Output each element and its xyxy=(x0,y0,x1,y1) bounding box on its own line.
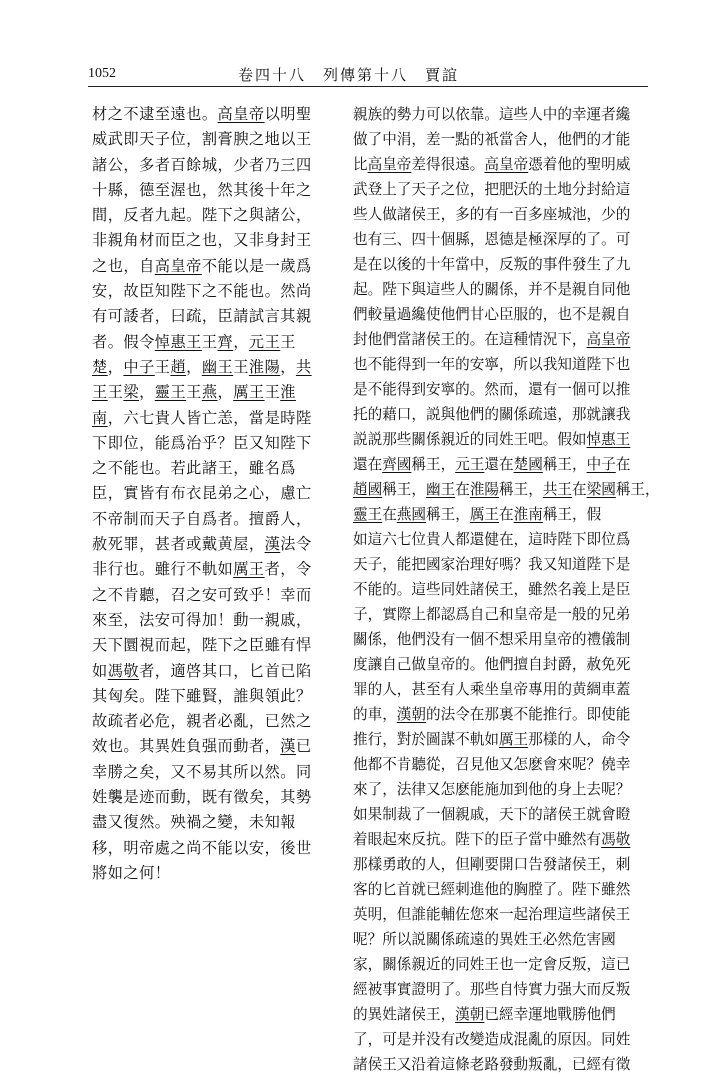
translation-line xyxy=(353,452,645,477)
classical-line xyxy=(92,431,324,456)
translation-line xyxy=(353,627,645,652)
proper-noun: 趙國 xyxy=(353,481,383,498)
text-segment: 在 xyxy=(499,506,514,523)
translation-line xyxy=(353,552,645,577)
text-segment: 稱王， xyxy=(615,481,660,498)
text-segment: 來了，法律又怎麽能施加到他的身上去呢？ xyxy=(353,781,631,798)
text-segment: 稱王， xyxy=(426,506,470,523)
text-segment: 他都不肯聽從，召見他又怎麽會來呢？僥幸 xyxy=(353,756,631,773)
proper-noun: 厲王 xyxy=(469,506,500,523)
text-segment: 武登上了天子之位，把肥沃的土地分封給這 xyxy=(353,181,631,198)
text-segment: 是在以後的十年當中，反叛的事件發生了九 xyxy=(353,256,631,273)
text-segment: 些人做諸侯王，多的有一百多座城池，少的 xyxy=(353,206,631,223)
proper-noun: 厲王 xyxy=(498,731,529,748)
text-segment: 間，反者九起。陛下之與諸公， xyxy=(92,206,312,225)
classical-line xyxy=(92,557,324,582)
text-segment: 將如之何！ xyxy=(92,863,171,882)
text-segment: 天下圜視而起，陛下之臣雖有悍 xyxy=(92,636,312,655)
text-segment: 稱王，假 xyxy=(542,506,602,523)
translation-line xyxy=(353,102,645,127)
translation-line xyxy=(353,227,645,252)
text-segment: 説説那些關係親近的同姓王吧。假如 xyxy=(353,431,587,448)
text-segment: 不能以是一歲爲 xyxy=(201,256,312,275)
text-segment: 以明聖 xyxy=(264,105,312,123)
text-segment: 呢？所以説關係疏遠的異姓王必然危害國 xyxy=(353,931,616,948)
classical-line xyxy=(92,380,324,405)
translation-line xyxy=(353,827,645,852)
text-segment: 臣，實皆有布衣昆弟之心，慮亡 xyxy=(92,484,312,503)
classical-line xyxy=(92,836,324,861)
proper-noun: 趙 xyxy=(170,357,187,376)
classical-line xyxy=(92,608,324,633)
text-segment: 王 xyxy=(233,357,249,376)
classical-line xyxy=(92,583,324,608)
proper-noun: 幽王 xyxy=(201,357,234,376)
classical-line xyxy=(92,228,324,253)
translation-line xyxy=(353,527,645,552)
translation-line xyxy=(353,902,645,927)
translation-line xyxy=(353,127,645,152)
text-segment: 如果制裁了一個親戚，天下的諸侯王就會瞪 xyxy=(353,806,631,823)
translation-line xyxy=(353,927,645,952)
text-segment: 諸侯王又沿着這條老路發動叛亂，已經有徵 xyxy=(353,1056,631,1073)
proper-noun: 共 xyxy=(295,357,312,376)
text-segment: 推行，對於圖謀不軌如 xyxy=(353,731,499,748)
classical-line xyxy=(92,861,324,886)
proper-noun: 梁國 xyxy=(586,481,616,498)
text-segment: 姓襲是迹而動，既有徵矣，其勢 xyxy=(92,788,312,807)
translation-line xyxy=(353,302,645,327)
text-segment: ， xyxy=(233,332,249,351)
text-segment: 的法令在那裏不能推行。即使能 xyxy=(426,706,631,723)
translation-line xyxy=(353,852,645,877)
translation-line xyxy=(353,352,645,377)
proper-noun: 漢朝 xyxy=(455,1006,485,1023)
proper-noun: 悼惠王 xyxy=(586,431,631,448)
text-segment: 效也。其異姓負强而動者， xyxy=(92,737,281,756)
proper-noun: 高皇帝 xyxy=(484,156,529,173)
translation-line xyxy=(353,152,645,177)
text-segment: 比 xyxy=(353,156,368,173)
text-segment: 度讓自己做皇帝的。他們擅自封爵，赦免死 xyxy=(353,656,631,673)
translation-line xyxy=(353,1052,645,1077)
classical-line xyxy=(92,127,324,152)
text-segment: 者，適啓其口，匕首已陷 xyxy=(139,661,312,680)
translation-line xyxy=(353,427,645,452)
proper-noun: 楚國 xyxy=(513,456,543,473)
text-segment: 王 xyxy=(280,332,296,351)
proper-noun: 馮敬 xyxy=(107,661,140,680)
text-segment: 那樣的人，命令 xyxy=(528,731,631,748)
text-segment: 着眼起來反抗。陛下的臣子當中雖然有 xyxy=(353,831,602,848)
text-segment: 還在 xyxy=(353,456,383,473)
translation-line xyxy=(353,952,645,977)
translation-line xyxy=(353,977,645,1002)
classical-line xyxy=(92,355,324,380)
text-segment: 王 xyxy=(186,383,202,402)
text-segment: ，六七貴人皆亡恙，當是時陛 xyxy=(107,408,312,427)
proper-noun: 王 xyxy=(92,383,108,402)
translation-line xyxy=(353,652,645,677)
text-segment: 盡又復然。殃禍之變，未知報 xyxy=(92,813,296,832)
classical-line xyxy=(92,709,324,734)
text-segment: 幸勝之矣，又不易其所以然。同 xyxy=(92,762,312,781)
classical-line xyxy=(92,659,324,684)
classical-line xyxy=(92,684,324,709)
text-segment: ， xyxy=(139,383,155,402)
text-segment: 非行也。雖行不軌如 xyxy=(92,560,234,579)
classical-line xyxy=(92,633,324,658)
text-segment: 的車， xyxy=(353,706,397,723)
proper-noun: 梁 xyxy=(123,383,140,402)
translation-line xyxy=(353,177,645,202)
proper-noun: 厲王 xyxy=(233,560,265,579)
text-segment: 托的藉口，説與他們的關係疏遠，那就讓我 xyxy=(353,406,631,423)
text-segment: 赦死罪，甚者或戴黄屋， xyxy=(92,535,265,554)
text-segment: ， xyxy=(280,357,296,376)
classical-line xyxy=(92,507,324,532)
text-segment: 之不能也。若此諸王，雖名爲 xyxy=(92,459,296,478)
text-segment: 威武即天子位，割膏腴之地以王 xyxy=(92,130,312,149)
proper-noun: 元王 xyxy=(248,332,281,351)
text-segment: 罪的人，甚至有人乘坐皇帝專用的黄綢車蓋 xyxy=(353,681,631,698)
text-segment: 在 xyxy=(572,481,587,498)
text-segment: 王 xyxy=(201,332,218,351)
proper-noun: 淮 xyxy=(280,383,296,402)
proper-noun: 漢朝 xyxy=(396,706,426,723)
text-segment: ， xyxy=(217,383,234,402)
text-segment: 經被事實證明了。那些自恃實力强大而反叛 xyxy=(353,981,631,998)
classical-line xyxy=(92,456,324,481)
proper-noun: 高皇帝 xyxy=(367,156,412,173)
proper-noun: 元王 xyxy=(455,456,485,473)
text-segment: 客的匕首就已經刺進他的胸膛了。陛下雖然 xyxy=(353,881,631,898)
text-segment: 諸公，多者百餘城，少者乃三四 xyxy=(92,155,312,174)
proper-noun: 燕 xyxy=(201,383,218,402)
proper-noun: 高皇帝 xyxy=(586,331,631,348)
proper-noun: 楚 xyxy=(92,357,108,376)
classical-line xyxy=(92,203,324,228)
classical-text-column xyxy=(92,102,324,886)
text-segment: 者。假令 xyxy=(92,332,155,351)
text-segment: 來至，法安可得加！動一親戚， xyxy=(92,610,312,629)
text-segment: ， xyxy=(107,357,124,376)
text-segment: 王 xyxy=(264,383,281,402)
text-segment: 封他們當諸侯王的。在這種情況下， xyxy=(353,331,587,348)
translation-line xyxy=(353,327,645,352)
translation-line xyxy=(353,602,645,627)
text-segment: 差得很遠。 xyxy=(411,156,485,173)
proper-noun: 共王 xyxy=(542,481,573,498)
translation-line xyxy=(353,727,645,752)
proper-noun: 高皇帝 xyxy=(154,256,202,275)
classical-line xyxy=(92,481,324,506)
proper-noun: 幽王 xyxy=(426,481,456,498)
text-segment: 王 xyxy=(154,357,171,376)
text-segment: 子，實際上都認爲自己和皇帝是一般的兄弟 xyxy=(353,606,631,623)
text-segment: 是不能得到安寧的。然而，還有一個可以推 xyxy=(353,381,631,398)
text-segment: 已 xyxy=(295,737,312,756)
classical-line xyxy=(92,178,324,203)
running-title: 卷四十八 列傳第十八 賈誼 xyxy=(238,66,460,84)
text-segment: 親族的勢力可以依靠。這些人中的幸運者纔 xyxy=(353,106,631,123)
text-segment: 也不能得到一年的安寧，所以我知道陛下也 xyxy=(353,356,631,373)
text-segment: 們較量過纔使他們甘心臣服的，也不是親自 xyxy=(353,306,631,323)
proper-noun: 齊 xyxy=(217,332,234,351)
text-segment: 非親角材而臣之也，又非身封王 xyxy=(92,231,312,250)
proper-noun: 淮陽 xyxy=(469,481,500,498)
translation-line xyxy=(353,802,645,827)
classical-line xyxy=(92,734,324,759)
translation-line xyxy=(353,877,645,902)
translation-line xyxy=(353,577,645,602)
page-header xyxy=(88,62,648,88)
text-segment: 在 xyxy=(455,481,470,498)
translation-line xyxy=(353,202,645,227)
proper-noun: 靈王 xyxy=(154,383,187,402)
text-segment: 在 xyxy=(382,506,397,523)
text-segment: 天子，能把國家治理好嗎？我又知道陛下是 xyxy=(353,556,631,573)
text-segment: 稱王， xyxy=(411,456,456,473)
text-segment: 者，令 xyxy=(264,560,312,579)
proper-noun: 馮敬 xyxy=(601,831,631,848)
proper-noun: 齊國 xyxy=(382,456,412,473)
classical-line xyxy=(92,153,324,178)
text-segment: ， xyxy=(186,357,202,376)
text-segment: 安，故臣知陛下之不能也。然尚 xyxy=(92,282,312,301)
proper-noun: 中子 xyxy=(123,357,155,376)
text-segment: 還在 xyxy=(484,456,514,473)
text-segment: 之也，自 xyxy=(92,256,155,275)
proper-noun: 淮陽 xyxy=(248,357,281,376)
proper-noun: 燕國 xyxy=(396,506,427,523)
text-segment: 其匈矣。陛下雖賢，誰與領此？ xyxy=(92,686,312,705)
proper-noun: 淮南 xyxy=(513,506,543,523)
translation-line xyxy=(353,1002,645,1027)
text-segment: 稱王， xyxy=(542,456,587,473)
text-segment: 王 xyxy=(107,383,124,402)
header-rule xyxy=(88,86,648,87)
text-segment: 稱王， xyxy=(499,481,543,498)
translation-line xyxy=(353,1027,645,1052)
classical-line xyxy=(92,102,324,127)
proper-noun: 靈王 xyxy=(353,506,383,523)
text-segment: 之不肯聽，召之安可致乎！幸而 xyxy=(92,585,312,604)
text-segment: 法令 xyxy=(280,535,312,554)
text-segment: 下即位，能爲治乎？臣又知陛下 xyxy=(92,433,312,452)
classical-line xyxy=(92,279,324,304)
translation-column xyxy=(353,102,660,1077)
text-segment: 起。陛下與這些人的關係，并不是親自同他 xyxy=(353,281,631,298)
classical-line xyxy=(92,330,324,355)
text-segment: 如這六七位貴人都還健在，這時陛下即位爲 xyxy=(353,531,631,548)
translation-line xyxy=(353,752,645,777)
text-segment: 了，可是并没有改變造成混亂的原因。同姓 xyxy=(353,1031,631,1048)
text-segment: 做了中涓，差一點的衹當舍人，他們的才能 xyxy=(353,131,631,148)
text-segment: 不能的。這些同姓諸侯王，雖然名義上是臣 xyxy=(353,581,631,598)
text-segment: 家，關係親近的同姓王也一定會反叛，這已 xyxy=(353,956,631,973)
classical-line xyxy=(92,406,324,431)
text-segment: 的異姓諸侯王， xyxy=(353,1006,456,1023)
translation-line xyxy=(353,777,645,802)
classical-line xyxy=(92,760,324,785)
text-segment: 不帝制而天子自爲者。擅爵人， xyxy=(92,509,312,528)
classical-line xyxy=(92,254,324,279)
proper-noun: 南 xyxy=(92,408,108,427)
text-segment: 十縣，德至渥也，然其後十年之 xyxy=(92,180,312,199)
translation-line xyxy=(353,402,645,427)
text-segment: 移，明帝處之尚不能以安，後世 xyxy=(92,838,312,857)
text-segment: 如 xyxy=(92,661,108,680)
translation-line xyxy=(353,702,645,727)
text-segment: 材之不逮至遠也。 xyxy=(92,105,218,123)
proper-noun: 悼惠王 xyxy=(154,332,202,351)
page-number: 1052 xyxy=(88,66,116,81)
text-segment: 稱王， xyxy=(382,481,426,498)
classical-line xyxy=(92,810,324,835)
text-segment: 也有三、四十個縣，恩德是極深厚的了。可 xyxy=(353,231,631,248)
classical-line xyxy=(92,304,324,329)
text-segment: 在 xyxy=(615,456,631,473)
text-segment: 已經幸運地戰勝他們 xyxy=(484,1006,616,1023)
text-segment: 關係，他們没有一個不想采用皇帝的禮儀制 xyxy=(353,631,631,648)
text-segment: 那樣勇敢的人，但剛要開口告發諸侯王，刺 xyxy=(353,856,631,873)
translation-line xyxy=(353,677,645,702)
text-segment: 故疏者必危，親者必亂，已然之 xyxy=(92,712,312,731)
proper-noun: 中子 xyxy=(586,456,616,473)
proper-noun: 高皇帝 xyxy=(217,105,265,123)
proper-noun: 漢 xyxy=(280,737,296,756)
proper-noun: 漢 xyxy=(264,535,281,554)
translation-line xyxy=(353,277,645,302)
text-segment: 英明，但誰能輔佐您來一起治理這些諸侯王 xyxy=(353,906,631,923)
text-segment: 憑着他的聖明威 xyxy=(528,156,631,173)
translation-line xyxy=(353,502,645,527)
translation-line xyxy=(353,377,645,402)
translation-line xyxy=(353,252,645,277)
proper-noun: 厲王 xyxy=(233,383,265,402)
translation-line xyxy=(353,477,660,502)
classical-line xyxy=(92,785,324,810)
text-segment: 有可諉者，曰疏，臣請試言其親 xyxy=(92,307,312,326)
classical-line xyxy=(92,532,324,557)
